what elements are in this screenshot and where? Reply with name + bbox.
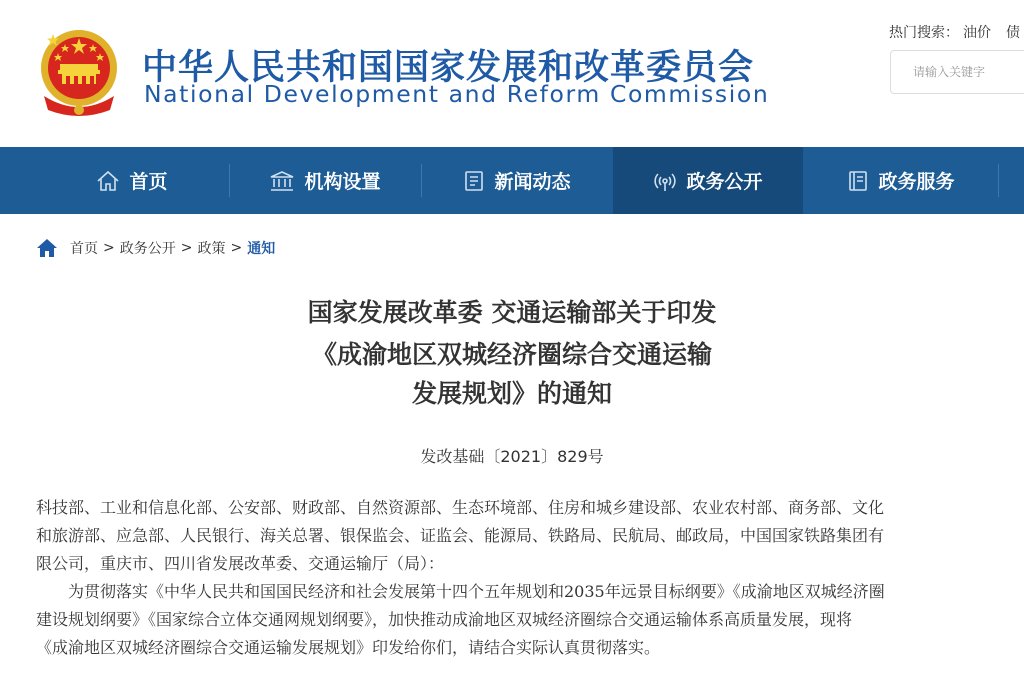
site-title-english[interactable]: National Development and Reform Commission <box>144 80 770 108</box>
breadcrumb-link[interactable]: 政策 <box>197 241 226 257</box>
breadcrumb-separator: > <box>180 240 193 256</box>
body-line: 《成渝地区双城经济圈综合交通运输发展规划》印发给你们，请结合实际认真贯彻落实。 <box>36 638 661 657</box>
recipients-line: 科技部、工业和信息化部、公安部、财政部、自然资源部、生态环境部、住房和城乡建设部、农业农村部、商务部、文化 <box>36 498 885 517</box>
home-icon[interactable] <box>36 238 58 258</box>
breadcrumb-link[interactable]: 首页 <box>70 241 98 257</box>
nav-item-service[interactable] <box>806 147 996 214</box>
breadcrumb-current: 通知 <box>247 241 276 257</box>
service-icon <box>847 170 869 192</box>
recipients-line: 和旅游部、应急部、人民银行、海关总署、银保监会、证监会、能源局、铁路局、民航局、邮政局，中国国家铁路集团有 <box>36 526 885 545</box>
article-title-line: 发展规划》的通知 <box>411 379 612 408</box>
breadcrumb-separator: > <box>230 240 243 256</box>
institution-icon <box>269 170 295 192</box>
article-title-line: 国家发展改革委 交通运输部关于印发 <box>307 298 717 327</box>
nav-item-institution[interactable] <box>230 147 420 214</box>
nav-label: 机构设置 <box>304 171 381 193</box>
body-line: 为贯彻落实《中华人民共和国国民经济和社会发展第十四个五年规划和2035年远景目标纲要》《成渝地区双城经济圈 <box>68 582 885 601</box>
recipients-line: 限公司，重庆市、四川省发展改革委、交通运输厅（局）： <box>36 554 445 573</box>
nav-label: 首页 <box>129 171 168 193</box>
hot-search-keyword[interactable]: 债 <box>1006 25 1020 41</box>
article-title-line: 《成渝地区双城经济圈综合交通运输 <box>311 340 712 369</box>
hot-search-keyword[interactable]: 油价 <box>963 25 991 41</box>
nav-item-government-affairs[interactable] <box>613 147 803 214</box>
site-title-chinese[interactable]: 中华人民共和国国家发展和改革委员会 <box>142 48 755 88</box>
home-icon <box>96 170 120 192</box>
breadcrumb <box>36 237 275 259</box>
breadcrumb-link[interactable]: 政务公开 <box>119 241 176 257</box>
national-emblem-logo[interactable] <box>36 26 122 118</box>
nav-divider <box>998 164 999 197</box>
nav-label: 政务服务 <box>878 171 955 193</box>
search-input[interactable] <box>890 50 1024 94</box>
breadcrumb-separator: > <box>103 240 115 256</box>
document-number: 发改基础〔2021〕829号 <box>420 447 604 466</box>
main-nav <box>0 147 1024 214</box>
hot-search <box>889 22 1020 42</box>
body-line: 建设规划纲要》《国家综合立体交通网规划纲要》，加快推动成渝地区双城经济圈综合交通运输体系高质量发展，现将 <box>36 610 853 629</box>
nav-item-news[interactable] <box>422 147 612 214</box>
site-header <box>0 0 1024 147</box>
hot-search-label: 热门搜索： <box>889 25 959 41</box>
nav-label: 政务公开 <box>686 171 763 193</box>
nav-item-home[interactable] <box>37 147 227 214</box>
nav-label: 新闻动态 <box>494 171 571 193</box>
broadcast-icon <box>653 170 677 192</box>
news-icon <box>463 170 485 192</box>
